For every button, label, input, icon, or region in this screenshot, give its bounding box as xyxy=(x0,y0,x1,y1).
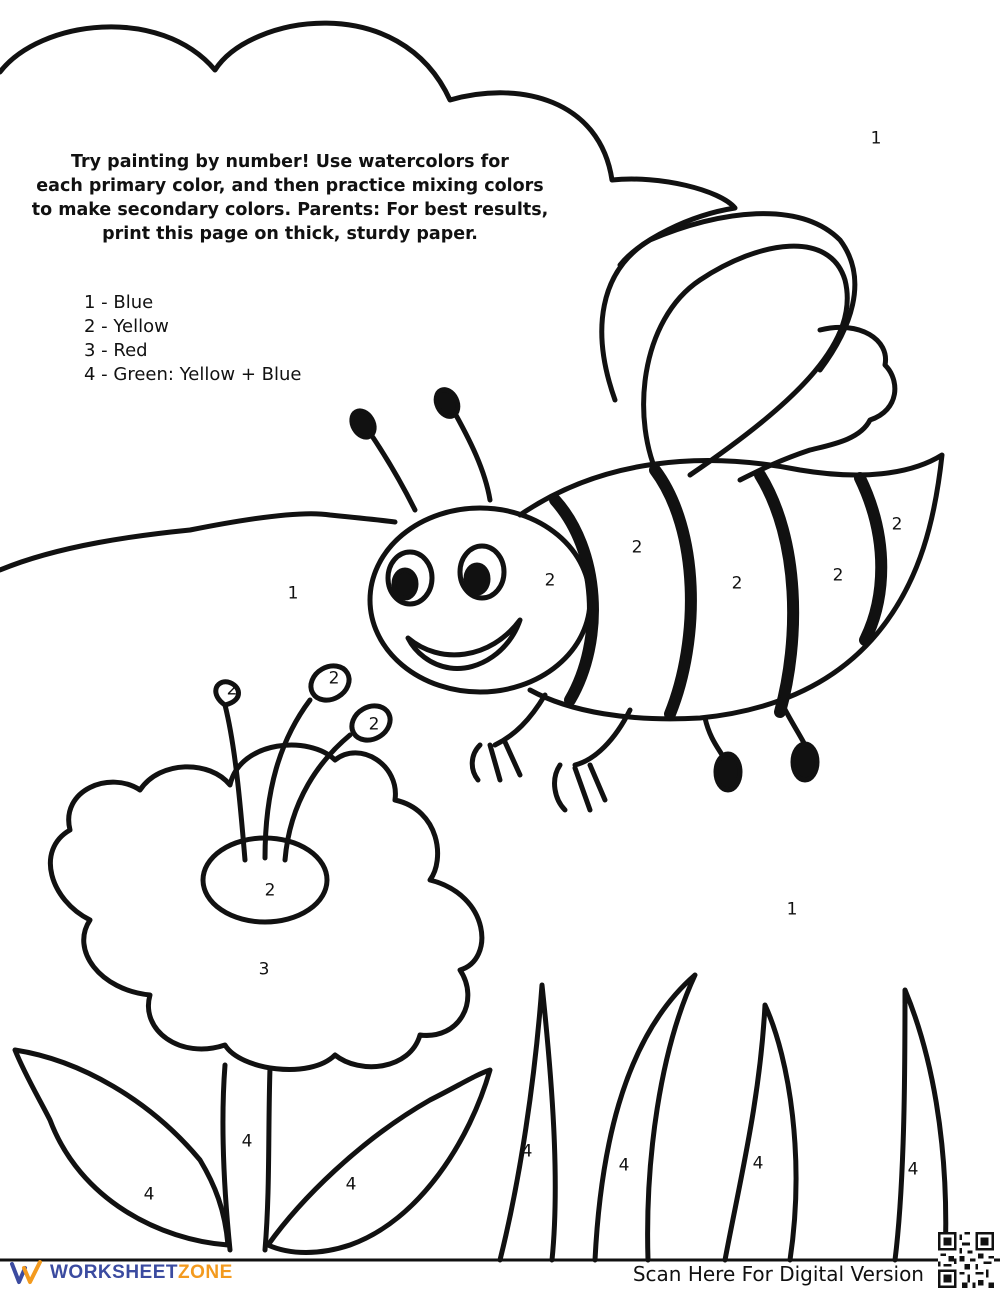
bee-wing-front xyxy=(644,246,848,480)
bee-arm xyxy=(555,710,630,810)
region-label-grass-3: 4 xyxy=(752,1153,764,1174)
region-label-bee-stripe-3: 2 xyxy=(832,565,844,586)
region-label-sky-top-right: 1 xyxy=(870,128,882,149)
qr-code-icon[interactable] xyxy=(938,1232,994,1288)
bee-foot xyxy=(716,754,740,790)
bee-foot xyxy=(793,744,817,780)
flower-leaf-left xyxy=(15,1050,228,1245)
bee-pupil xyxy=(394,570,416,598)
region-label-bee-stripe-2: 2 xyxy=(731,573,743,594)
instructions-line: Try painting by number! Use watercolors for xyxy=(71,152,509,172)
scan-caption: Scan Here For Digital Version xyxy=(632,1262,924,1286)
region-label-grass-2: 4 xyxy=(618,1155,630,1176)
flower-petals xyxy=(50,745,481,1069)
brand-logo-icon xyxy=(10,1260,44,1286)
flower-leaf-right xyxy=(268,1070,490,1253)
legend-item: 4 - Green: Yellow + Blue xyxy=(84,364,302,385)
region-label-leaf-left: 4 xyxy=(143,1184,155,1205)
region-label-grass-4: 4 xyxy=(907,1159,919,1180)
region-label-sky-bottom-right: 1 xyxy=(786,899,798,920)
bee-smile xyxy=(408,620,520,668)
brand-name xyxy=(50,1262,233,1284)
region-label-bee-stripe-1: 2 xyxy=(631,537,643,558)
brand-name-part2: ZONE xyxy=(178,1262,233,1283)
region-label-stem: 4 xyxy=(241,1131,253,1152)
legend-item: 1 - Blue xyxy=(84,292,154,313)
instructions-line: print this page on thick, sturdy paper. xyxy=(102,224,478,244)
legend-item: 2 - Yellow xyxy=(84,316,169,337)
region-label-stamen-mid: 2 xyxy=(328,668,340,689)
color-legend xyxy=(84,291,301,387)
grass-blade xyxy=(500,985,555,1260)
instructions-text xyxy=(20,150,560,246)
brand-name-part1: WORKSHEET xyxy=(50,1262,178,1283)
region-label-sky-left: 1 xyxy=(287,583,299,604)
region-label-bee-tail: 2 xyxy=(891,514,903,535)
bee-leg xyxy=(780,700,805,745)
region-label-leaf-right: 4 xyxy=(345,1174,357,1195)
bee-antenna xyxy=(452,408,490,500)
region-label-grass-1: 4 xyxy=(521,1141,533,1162)
bee-antenna-tip xyxy=(432,386,462,420)
legend-item: 3 - Red xyxy=(84,340,148,361)
bee-antenna xyxy=(368,430,415,510)
region-label-flower-center: 2 xyxy=(264,880,276,901)
instructions-line: each primary color, and then practice mixing colors xyxy=(36,176,544,196)
flower-stem xyxy=(223,1065,270,1250)
grass-blade xyxy=(725,1005,796,1260)
region-label-bee-face: 2 xyxy=(544,570,556,591)
brand-logo[interactable] xyxy=(10,1258,233,1288)
grass-blade xyxy=(895,990,946,1260)
region-label-stamen-right: 2 xyxy=(368,714,380,735)
region-label-stamen-left: 2 xyxy=(226,679,238,700)
region-label-flower-petals: 3 xyxy=(258,959,270,980)
bee-pupil xyxy=(466,565,488,593)
bee-stripe xyxy=(655,470,691,714)
bee-antenna-tip xyxy=(347,407,378,441)
bee-stripe xyxy=(760,475,793,712)
grass-blade xyxy=(595,975,695,1260)
bee-arm xyxy=(472,695,545,780)
bee-stripe xyxy=(860,478,881,640)
instructions-line: to make secondary colors. Parents: For best results, xyxy=(31,200,549,220)
bee-stripe xyxy=(555,500,593,700)
